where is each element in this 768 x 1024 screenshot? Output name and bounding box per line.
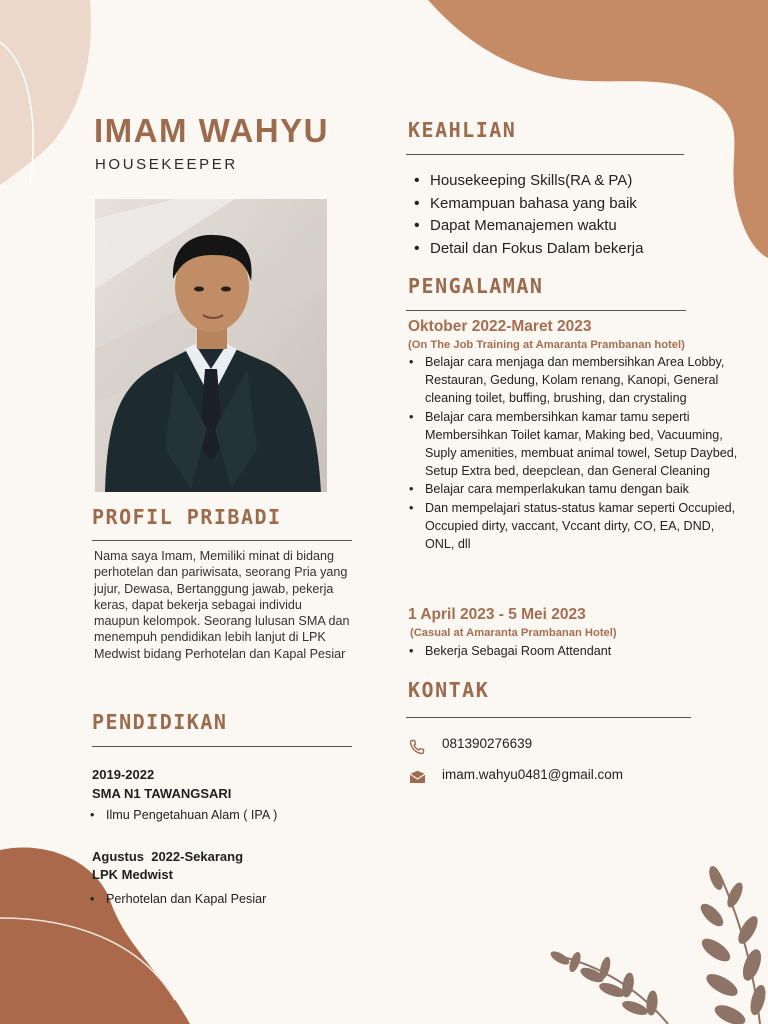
leaf-branch-left <box>549 950 668 1024</box>
list-item: • Belajar cara membersihkan kamar tamu seperti Membersihkan Toilet kamar, Making bed, Vacuuming, Suply amenities, membuat animal towel, Setup Daybed, Setup Extra bed, deepclean, dan General Cleaning <box>407 408 747 481</box>
list-item: • Ilmu Pengetahuan Alam ( IPA ) <box>88 808 277 822</box>
list-item: • Kemampuan bahasa yang baik <box>412 193 742 216</box>
contact-section-title: KONTAK <box>408 678 490 702</box>
education-period: Agustus 2022-Sekarang <box>92 849 244 864</box>
experience-divider <box>406 310 686 311</box>
leaf-branch-right <box>698 865 768 1024</box>
top-left-blush-shape <box>0 0 91 185</box>
profile-section-title: PROFIL PRIBADI <box>92 505 282 529</box>
list-item: • Dan mempelajari status-status kamar seperti Occupied, Occupied dirty, vaccant, Vccant dirty, CO, EA, DND, ONL, dll <box>407 499 747 554</box>
list-item: • Bekerja Sebagai Room Attendant <box>407 642 747 660</box>
list-item: • Detail dan Fokus Dalam bekerja <box>412 238 742 261</box>
candidate-role: HOUSEKEEPER <box>95 156 238 173</box>
candidate-name: IMAM WAHYU <box>94 112 329 149</box>
education-school: LPK Medwist <box>92 867 173 882</box>
experience-subtitle: (On The Job Training at Amaranta Prambanan hotel) <box>408 339 685 351</box>
experience-task-list <box>407 642 747 660</box>
contact-email[interactable]: imam.wahyu0481@gmail.com <box>442 767 624 782</box>
portrait-illustration <box>95 199 327 492</box>
profile-divider <box>92 540 352 541</box>
list-item: • Dapat Memanajemen waktu <box>412 215 742 238</box>
education-school: SMA N1 TAWANGSARI <box>92 786 232 801</box>
list-item: • Perhotelan dan Kapal Pesiar <box>88 892 266 906</box>
experience-date: Oktober 2022-Maret 2023 <box>408 318 592 335</box>
profile-photo <box>95 199 327 492</box>
list-item: • Housekeeping Skills(RA & PA) <box>412 170 742 193</box>
profile-text: Nama saya Imam, Memiliki minat di bidang perhotelan dan pariwisata, seorang Pria yang jujur, Dewasa, Bertanggung jawab, pekerja keras, dapat bekerja sebagai individu maupun kelompok. Seorang lulusan SMA dan menempuh pendidikan lebih lanjut di LPK Medwist bidang Perhotelan dan Kapal Pesiar <box>94 549 350 661</box>
skills-list <box>412 170 742 260</box>
list-item: • Belajar cara menjaga dan membersihkan Area Lobby, Restauran, Gedung, Kolam renang, Kanopi, General cleaning toilet, buffing, brushing, dan crystaling <box>407 353 747 408</box>
envelope-icon <box>409 770 426 784</box>
phone-icon <box>409 739 425 755</box>
experience-date: 1 April 2023 - 5 Mei 2023 <box>408 606 586 623</box>
education-detail-list <box>88 892 266 906</box>
education-divider <box>92 746 352 747</box>
education-section-title: PENDIDIKAN <box>92 710 228 734</box>
skills-section-title: KEAHLIAN <box>408 118 517 142</box>
skills-divider <box>406 154 684 155</box>
experience-subtitle: (Casual at Amaranta Prambanan Hotel) <box>410 627 617 639</box>
education-detail-list <box>88 808 277 822</box>
contact-divider <box>406 717 691 718</box>
experience-task-list <box>407 353 747 553</box>
education-period: 2019-2022 <box>92 767 155 782</box>
experience-section-title: PENGALAMAN <box>408 274 544 298</box>
contact-phone[interactable]: 081390276639 <box>442 736 533 751</box>
list-item: • Belajar cara memperlakukan tamu dengan baik <box>407 480 747 498</box>
